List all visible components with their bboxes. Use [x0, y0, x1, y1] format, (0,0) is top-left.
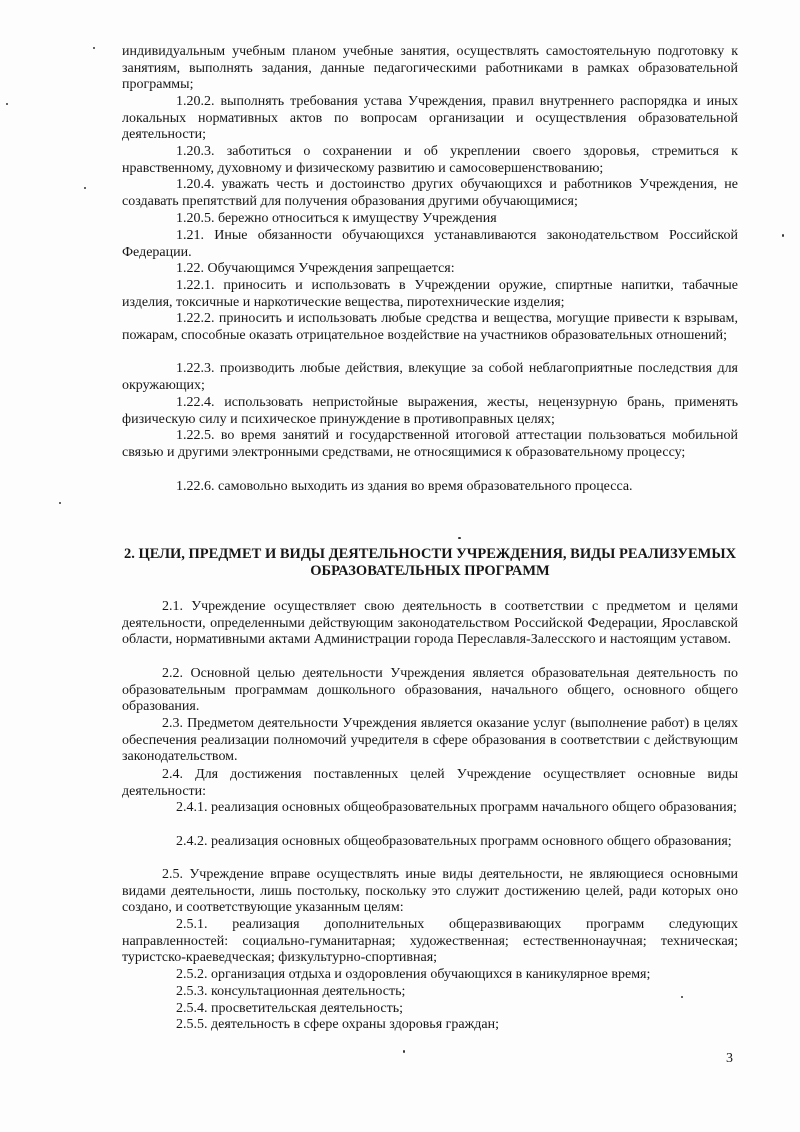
paragraph-2-5-3: 2.5.3. консультационная деятельность;	[176, 984, 406, 999]
paragraph-2-5-4: 2.5.4. просветительская деятельность;	[176, 1001, 403, 1016]
paragraph-1-22-5: 1.22.5. во время занятий и государственной итоговой аттестации пользоваться мобильной связью и другими электронными средствами, не относящимися к образовательному процессу;	[122, 428, 738, 460]
paragraph-2-4-2: 2.4.2. реализация основных общеобразовательных программ основного общего образования;	[176, 834, 732, 849]
paragraph-2-5: 2.5. Учреждение вправе осуществлять иные виды деятельности, не являющиеся основными видами деятельности, лишь постольку, поскольку это служит достижению целей, ради которых оно создано, и соответствующие указанным целям:	[122, 867, 738, 916]
paragraph-2-4-1: 2.4.1. реализация основных общеобразовательных программ начального общего образования;	[176, 800, 737, 815]
paragraph-1-20-4: 1.20.4. уважать честь и достоинство других обучающихся и работников Учреждения, не создавать препятствий для получения образования другими обучающимися;	[122, 177, 738, 209]
paragraph-2-5-5: 2.5.5. деятельность в сфере охраны здоровья граждан;	[176, 1017, 499, 1032]
paragraph-2-1: 2.1. Учреждение осуществляет свою деятельность в соответствии с предметом и целями деятельности, определенными действующим законодательством Российской Федерации, Ярославской области, нормативными актами Администрации города Переславля-Залесского и настоящим уставом.	[122, 599, 738, 648]
page-number: 3	[726, 1051, 733, 1066]
paragraph-1-22-2: 1.22.2. приносить и использовать любые средства и вещества, могущие привести к взрывам, пожарам, способные оказать отрицательное воздействие на участников образовательных отношений;	[122, 311, 738, 343]
paragraph-1-22-4: 1.22.4. использовать непристойные выражения, жесты, нецензурную брань, применять физическую силу и психическое принуждение в противоправных целях;	[122, 395, 738, 427]
paragraph-1-22-1: 1.22.1. приносить и использовать в Учреждении оружие, спиртные напитки, табачные изделия, токсичные и наркотические вещества, пиротехнические изделия;	[122, 278, 738, 310]
paragraph-1-22: 1.22. Обучающимся Учреждения запрещается:	[176, 261, 455, 276]
scan-speck	[782, 234, 784, 237]
paragraph-1-21: 1.21. Иные обязанности обучающихся устанавливаются законодательством Российской Федерации.	[122, 228, 738, 260]
paragraph-2-5-1: 2.5.1. реализация дополнительных общеразвивающих программ следующих направленностей: социально-гуманитарная; художественная; естественнонаучная; техническая; туристско-краеведческая; физкультурно-спортивная;	[122, 917, 738, 966]
scan-speck	[6, 103, 8, 105]
section-heading	[110, 546, 750, 580]
paragraph-1-20-5: 1.20.5. бережно относиться к имуществу Учреждения	[176, 211, 497, 226]
paragraph-2-2: 2.2. Основной целью деятельности Учреждения является образовательная деятельность по образовательным программам дошкольного образования, начального общего, основного общего образования.	[122, 666, 738, 715]
scan-speck	[59, 502, 61, 504]
paragraph-2-5-2: 2.5.2. организация отдыха и оздоровления обучающихся в каникулярное время;	[176, 967, 651, 982]
paragraph-1-22-6: 1.22.6. самовольно выходить из здания во время образовательного процесса.	[176, 479, 633, 494]
paragraph-1-20-2: 1.20.2. выполнять требования устава Учреждения, правил внутреннего распорядка и иных локальных нормативных актов по вопросам организации и осуществления образовательной деятельности;	[122, 94, 738, 143]
section-heading-line-1: 2. ЦЕЛИ, ПРЕДМЕТ И ВИДЫ ДЕЯТЕЛЬНОСТИ УЧРЕЖДЕНИЯ, ВИДЫ РЕАЛИЗУЕМЫХ	[123, 546, 737, 562]
paragraph-1-20-3: 1.20.3. заботиться о сохранении и об укреплении своего здоровья, стремиться к нравственному, духовному и физическому развитию и самосовершенствованию;	[122, 144, 738, 176]
scan-speck	[681, 996, 683, 998]
paragraph-2-4: 2.4. Для достижения поставленных целей Учреждение осуществляет основные виды деятельности:	[122, 767, 738, 799]
paragraph-1-22-3: 1.22.3. производить любые действия, влекущие за собой неблагоприятные последствия для окружающих;	[122, 361, 738, 393]
scan-speck	[403, 1050, 405, 1053]
scan-speck	[84, 187, 86, 189]
paragraph-continuation: индивидуальным учебным планом учебные занятия, осуществлять самостоятельную подготовку к занятиям, выполнять задания, данные педагогическими работниками в рамках образовательной программы;	[122, 44, 738, 93]
scan-speck	[93, 47, 95, 49]
paragraph-2-3: 2.3. Предметом деятельности Учреждения является оказание услуг (выполнение работ) в целях обеспечения реализации полномочий учредителя в сфере образования в соответствии с действующим законодательством.	[122, 716, 738, 765]
scan-speck	[458, 537, 461, 539]
section-heading-line-2: ОБРАЗОВАТЕЛЬНЫХ ПРОГРАММ	[310, 563, 550, 579]
